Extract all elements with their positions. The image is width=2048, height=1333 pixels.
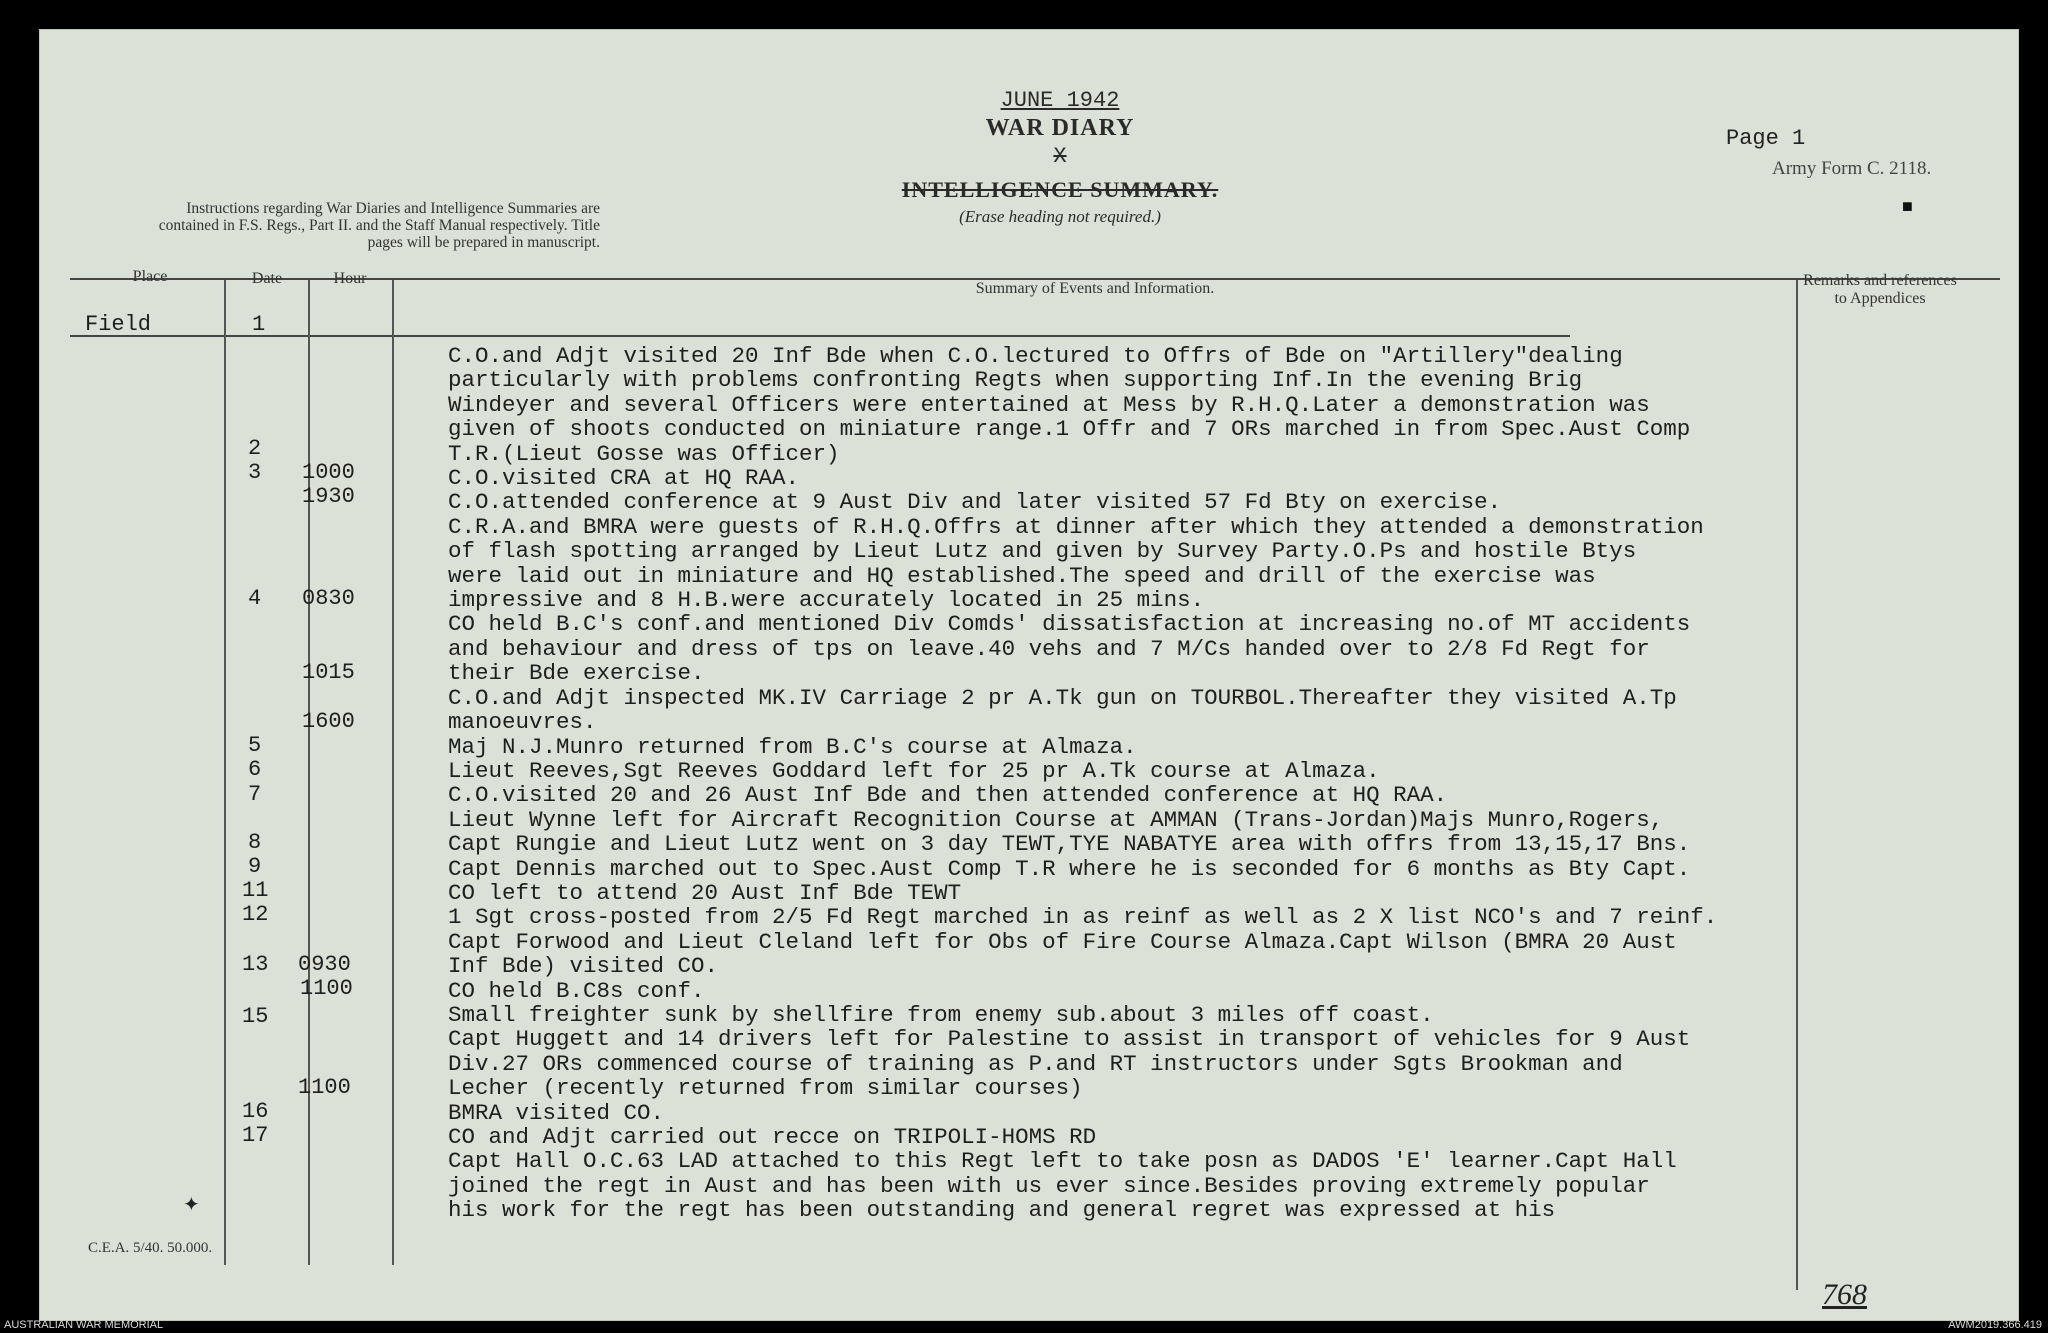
date-entry: 12 [242,902,269,927]
diary-month: JUNE 1942 [1000,88,1120,113]
date-entry: 9 [248,854,262,879]
date-entry: 11 [242,878,269,903]
column-divider-place [224,280,226,1265]
place-value: Field [85,312,152,337]
hour-entry: 1600 [302,709,355,734]
date-entry: 1 [252,312,266,337]
hour-entry: 0830 [302,586,355,611]
ink-blot-icon: ■ [1902,196,1913,216]
column-header-rule [70,335,1570,337]
column-divider-date [308,280,310,1265]
handwritten-folio-number: 768 [1822,1278,1867,1311]
date-entry: 4 [248,586,262,611]
army-form-number: Army Form C. 2118. [1772,158,1932,179]
page-number: Page 1 [1726,126,1806,151]
hour-entry: 1015 [302,660,355,685]
hour-entry: 0930 [298,952,351,977]
war-diary-sheet [40,30,2018,1320]
erase-note: (Erase heading not required.) [959,207,1161,226]
column-header-place: Place [132,268,168,285]
intelligence-summary-heading: INTELLIGENCE SUMMARY. [901,177,1219,202]
instructions-text: Instructions regarding War Diaries and Intelligence Summaries are contained in F.S. Regs., Part II. and the Staff Manual respectively. Title pages will be prepared in manuscript. [158,200,600,251]
column-divider-hour [392,280,394,1265]
diary-title: WAR DIARY [985,115,1135,141]
hour-entry: 1930 [302,484,355,509]
column-header-remarks: Remarks and references to Appendices [1803,272,1957,307]
date-entry: 3 [248,460,262,485]
summary-of-events: C.O.and Adjt visited 20 Inf Bde when C.O.lectured to Offrs of Bde on "Artillery"dealing particularly with problems confronting Regts when supporting Inf.In the evening Brig Windeyer and several Officers were entertained at Mess by R.H.Q.Later a demonstration was given of shoots conducted on miniature range.1 Offr and 7 ORs marched in from Spec.Aust Comp T.R.(Lieut Gosse was Officer) C.O.visited CRA at HQ RAA. C.O.attended conference at 9 Aust Div and later visited 57 Fd Bty on exercise. C.R.A.and BMRA were guests of R.H.Q.Offrs at dinner after which they attended a demonstration of flash spotting arranged by Lieut Lutz and given by Survey Party.O.Ps and hostile Btys were laid out in miniature and HQ established.The speed and drill of the exercise was impressive and 8 H.B.were accurately located in 25 mins. CO held B.C's conf.and mentioned Div Comds' dissatisfaction at increasing no.of MT accidents and behaviour and dress of tps on leave.40 vehs and 7 M/Cs handed over to 2/8 Fd Regt for their Bde exercise. C.O.and Adjt inspected MK.IV Carriage 2 pr A.Tk gun on TOURBOL.Thereafter they visited A.Tp manoeuvres. Maj N.J.Munro returned from B.C's course at Almaza. Lieut Reeves,Sgt Reeves Goddard left for 25 pr A.Tk course at Almaza. C.O.visited 20 and 26 Aust Inf Bde and then attended conference at HQ RAA. Lieut Wynne left for Aircraft Recognition Course at AMMAN (Trans-Jordan)Majs Munro,Rogers, Capt Rungie and Lieut Lutz went on 3 day TEWT,TYE NABATYE area with offrs from 13,15,17 Bns. Capt Dennis marched out to Spec.Aust Comp T.R where he is seconded for 6 months as Bty Capt. CO left to attend 20 Aust Inf Bde TEWT 1 Sgt cross-posted from 2/5 Fd Regt marched in as reinf as well as 2 X list NCO's and 7 reinf. Capt Forwood and Lieut Cleland left for Obs of Fire Course Almaza.Capt Wilson (BMRA 20 Aust Inf Bde) visited CO. CO held B.C8s conf. Small freighter sunk by shellfire from enemy sub.about 3 miles off coast. Capt Huggett and 14 drivers left for Palestine to assist in transport of vehicles for 9 Aust Div.27 ORs commenced course of training as P.and RT instructors under Sgts Brookman and Lecher (recently returned from similar courses) BMRA visited CO. CO and Adjt carried out recce on TRIPOLI-HOMS RD Capt Hall O.C.63 LAD attached to this Regt left to take posn as DADOS 'E' learner.Capt Hall joined the regt in Aust and has been with us ever since.Besides proving extremely popular his work for the regt has been outstanding and general regret was expressed at his [448,343,1718,1224]
date-entry: 7 [248,782,262,807]
column-header-date: Date [251,270,283,287]
column-header-summary: Summary of Events and Information. [975,280,1215,297]
header-block [820,88,1300,227]
date-entry: 13 [242,952,269,977]
archive-credit: AUSTRALIAN WAR MEMORIAL [4,1319,164,1331]
archive-reference: AWM2019.366.419 [1948,1319,2042,1331]
column-header-hour: Hour [333,270,367,287]
date-entry: 6 [248,757,262,782]
hour-entry: 1000 [302,460,355,485]
pencil-mark-icon: ✦ [183,1194,200,1216]
date-entry: 5 [248,733,262,758]
column-divider-remarks [1796,280,1798,1290]
hour-entry: 1100 [298,1075,351,1100]
date-entry: 15 [242,1004,269,1029]
hour-entry: 1100 [300,976,353,1001]
date-entry: 16 [242,1099,269,1124]
date-entry: 17 [242,1123,269,1148]
date-entry: 2 [248,436,262,461]
or-label: X [1053,144,1067,169]
form-code: C.E.A. 5/40. 50.000. [88,1240,213,1256]
date-entry: 8 [248,830,262,855]
